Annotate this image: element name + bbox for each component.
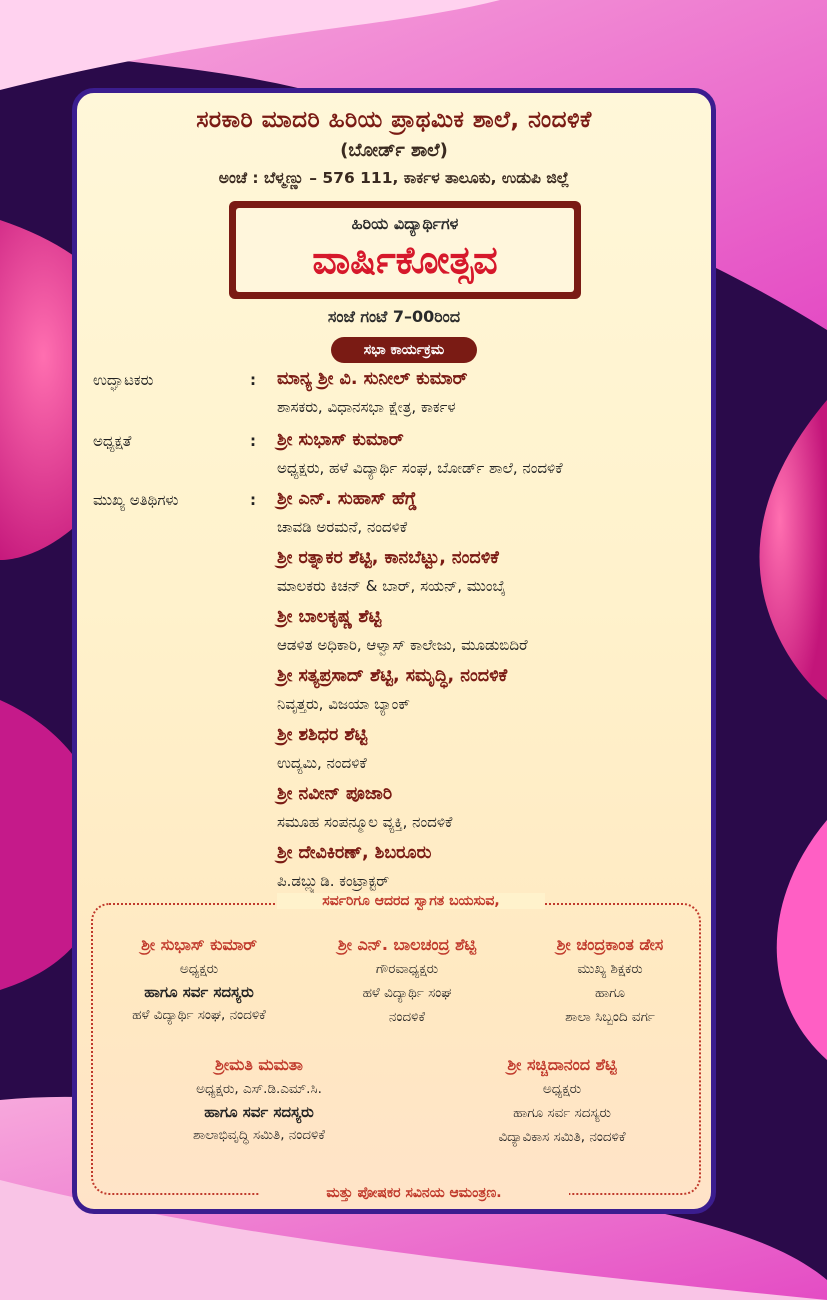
guest-name: ಶ್ರೀ ದೇವಿಕಿರಣ್, ಶಿಬರೂರು	[277, 843, 432, 863]
host-line: ಅಧ್ಯಕ್ಷರು	[542, 1081, 582, 1097]
inaugurator-desc: ಶಾಸಕರು, ವಿಧಾನಸಭಾ ಕ್ಷೇತ್ರ, ಕಾರ್ಕಳ	[277, 398, 456, 416]
guest-desc: ಆಡಳಿತ ಅಧಿಕಾರಿ, ಆಳ್ವಾಸ್ ಕಾಲೇಜು, ಮೂಡುಬಿದಿರೆ	[277, 636, 528, 654]
inaugurator-name: ಮಾನ್ಯ ಶ್ರೀ ವಿ. ಸುನೀಲ್ ಕುಮಾರ್	[277, 369, 468, 389]
host-line: ಗೌರವಾಧ್ಯಕ್ಷರು	[375, 961, 439, 977]
host-line: ಹಾಗೂ	[594, 985, 626, 1001]
host-line: ವಿದ್ಯಾವಿಕಾಸ ಸಮಿತಿ, ನಂದಳಿಕೆ	[498, 1129, 626, 1145]
host-line: ಹಾಗೂ ಸರ್ವ ಸದಸ್ಯರು	[513, 1105, 611, 1121]
host-name: ಶ್ರೀ ಚಂದ್ರಕಾಂತ ಡೇಸ	[556, 935, 664, 954]
guest-name: ಶ್ರೀ ಸತ್ಯಪ್ರಸಾದ್ ಶೆಟ್ಟಿ, ಸಮೃದ್ಧಿ, ನಂದಳಿಕೆ	[277, 666, 508, 686]
guest-name: ಶ್ರೀ ನವೀನ್ ಪೂಜಾರಿ	[277, 784, 393, 804]
host-line: ಅಧ್ಯಕ್ಷರು, ಎಸ್.ಡಿ.ಎಮ್.ಸಿ.	[196, 1081, 322, 1097]
host-line: ಹಾಗೂ ಸರ್ವ ಸದಸ್ಯರು	[144, 983, 254, 1001]
guest-name: ಶ್ರೀ ಶಶಿಧರ ಶೆಟ್ಟಿ	[277, 725, 368, 745]
host-name: ಶ್ರೀ ಎನ್. ಬಾಲಚಂದ್ರ ಶೆಟ್ಟಿ	[337, 935, 477, 954]
invitation-card	[72, 88, 716, 1214]
event-time: ಸಂಜೆ ಗಂಟೆ 7–00ರಿಂದ	[327, 307, 461, 326]
event-title-box	[229, 201, 581, 299]
president-desc: ಅಧ್ಯಕ್ಷರು, ಹಳೆ ವಿದ್ಯಾರ್ಥಿ ಸಂಘ, ಬೋರ್ಡ್ ಶಾಲೆ, ನಂದಳಿಕೆ	[277, 459, 563, 477]
guests-colon: :	[250, 491, 256, 509]
host-block	[129, 1055, 389, 1143]
host-line: ಅಧ್ಯಕ್ಷರು	[179, 961, 219, 977]
welcome-title: ಸರ್ವರಿಗೂ ಆದರದ ಸ್ವಾಗತ ಬಯಸುವ,	[277, 893, 545, 909]
host-name: ಶ್ರೀ ಸುಭಾಸ್ ಕುಮಾರ್	[141, 935, 257, 954]
host-line: ಹಾಗೂ ಸರ್ವ ಸದಸ್ಯರು	[204, 1103, 314, 1121]
inaugurator-colon: :	[250, 371, 256, 389]
event-title: ವಾರ್ಷಿಕೋತ್ಸವ	[312, 238, 498, 282]
host-line: ಮುಖ್ಯ ಶಿಕ್ಷಕರು	[577, 961, 643, 977]
host-line: ಹಳೆ ವಿದ್ಯಾರ್ಥಿ ಸಂಘ, ನಂದಳಿಕೆ	[132, 1007, 266, 1023]
host-block	[437, 1055, 687, 1145]
president-colon: :	[250, 432, 256, 450]
school-alias: (ಬೋರ್ಡ್ ಶಾಲೆ)	[340, 140, 448, 161]
guest-name: ಶ್ರೀ ಬಾಲಕೃಷ್ಣ ಶೆಟ್ಟಿ	[277, 607, 382, 627]
host-line: ಶಾಲಾ ಸಿಬ್ಬಂದಿ ವರ್ಗ	[565, 1009, 655, 1025]
guest-desc: ಚಾವಡಿ ಅರಮನೆ, ನಂದಳಿಕೆ	[277, 518, 408, 536]
school-address: ಅಂಚೆ : ಬೆಳ್ಮಣ್ಣು – 576 111, ಕಾರ್ಕಳ ತಾಲೂಕು, ಉಡುಪಿ ಜಿಲ್ಲೆ	[218, 169, 570, 187]
guest-desc: ನಿವೃತ್ತರು, ವಿಜಯಾ ಬ್ಯಾಂಕ್	[277, 695, 410, 713]
welcome-footer: ಮತ್ತು ಪೋಷಕರ ಸವಿನಯ ಆಮಂತ್ರಣ.	[259, 1185, 569, 1201]
guest-desc: ಉದ್ಯಮಿ, ನಂದಳಿಕೆ	[277, 754, 367, 772]
president-name: ಶ್ರೀ ಸುಭಾಸ್ ಕುಮಾರ್	[277, 430, 404, 450]
guest-name: ಶ್ರೀ ಎನ್. ಸುಹಾಸ್ ಹೆಗ್ಡೆ	[277, 489, 418, 509]
event-subtitle: ಹಿರಿಯ ವಿದ್ಯಾರ್ಥಿಗಳ	[351, 214, 459, 233]
guests-label: ಮುಖ್ಯ ಅತಿಥಿಗಳು	[93, 491, 179, 509]
event-title-inner	[236, 208, 574, 292]
inaugurator-label: ಉದ್ಘಾಟಕರು	[93, 371, 154, 389]
host-name: ಶ್ರೀಮತಿ ಮಮತಾ	[215, 1055, 303, 1074]
programme-badge: ಸಭಾ ಕಾರ್ಯಕ್ರಮ	[331, 337, 477, 363]
host-line: ನಂದಳಿಕೆ	[388, 1009, 426, 1025]
host-line: ಶಾಲಾಭಿವೃದ್ಧಿ ಸಮಿತಿ, ನಂದಳಿಕೆ	[193, 1127, 325, 1143]
host-line: ಹಳೆ ವಿದ್ಯಾರ್ಥಿ ಸಂಘ	[362, 985, 452, 1001]
president-label: ಅಧ್ಯಕ್ಷತೆ	[93, 432, 132, 450]
host-block	[99, 935, 299, 1023]
guest-desc: ಸಮೂಹ ಸಂಪನ್ಮೂಲ ವ್ಯಕ್ತಿ, ನಂದಳಿಕೆ	[277, 813, 453, 831]
guest-desc: ಪಿ.ಡಬ್ಲ್ಯುಡಿ. ಕಂಟ್ರಾಕ್ಟರ್	[277, 872, 390, 890]
guest-desc: ಮಾಲಕರು ಕಿಚನ್ & ಬಾರ್, ಸಯನ್, ಮುಂಬೈ	[277, 577, 506, 595]
host-block	[307, 935, 507, 1025]
school-name: ಸರಕಾರಿ ಮಾದರಿ ಹಿರಿಯ ಪ್ರಾಥಮಿಕ ಶಾಲೆ, ನಂದಳಿಕೆ	[196, 107, 592, 133]
host-block	[515, 935, 705, 1025]
guest-name: ಶ್ರೀ ರತ್ನಾಕರ ಶೆಟ್ಟಿ, ಕಾನಬೆಟ್ಟು, ನಂದಳಿಕೆ	[277, 548, 499, 568]
host-name: ಶ್ರೀ ಸಚ್ಚಿದಾನಂದ ಶೆಟ್ಟಿ	[507, 1055, 617, 1074]
